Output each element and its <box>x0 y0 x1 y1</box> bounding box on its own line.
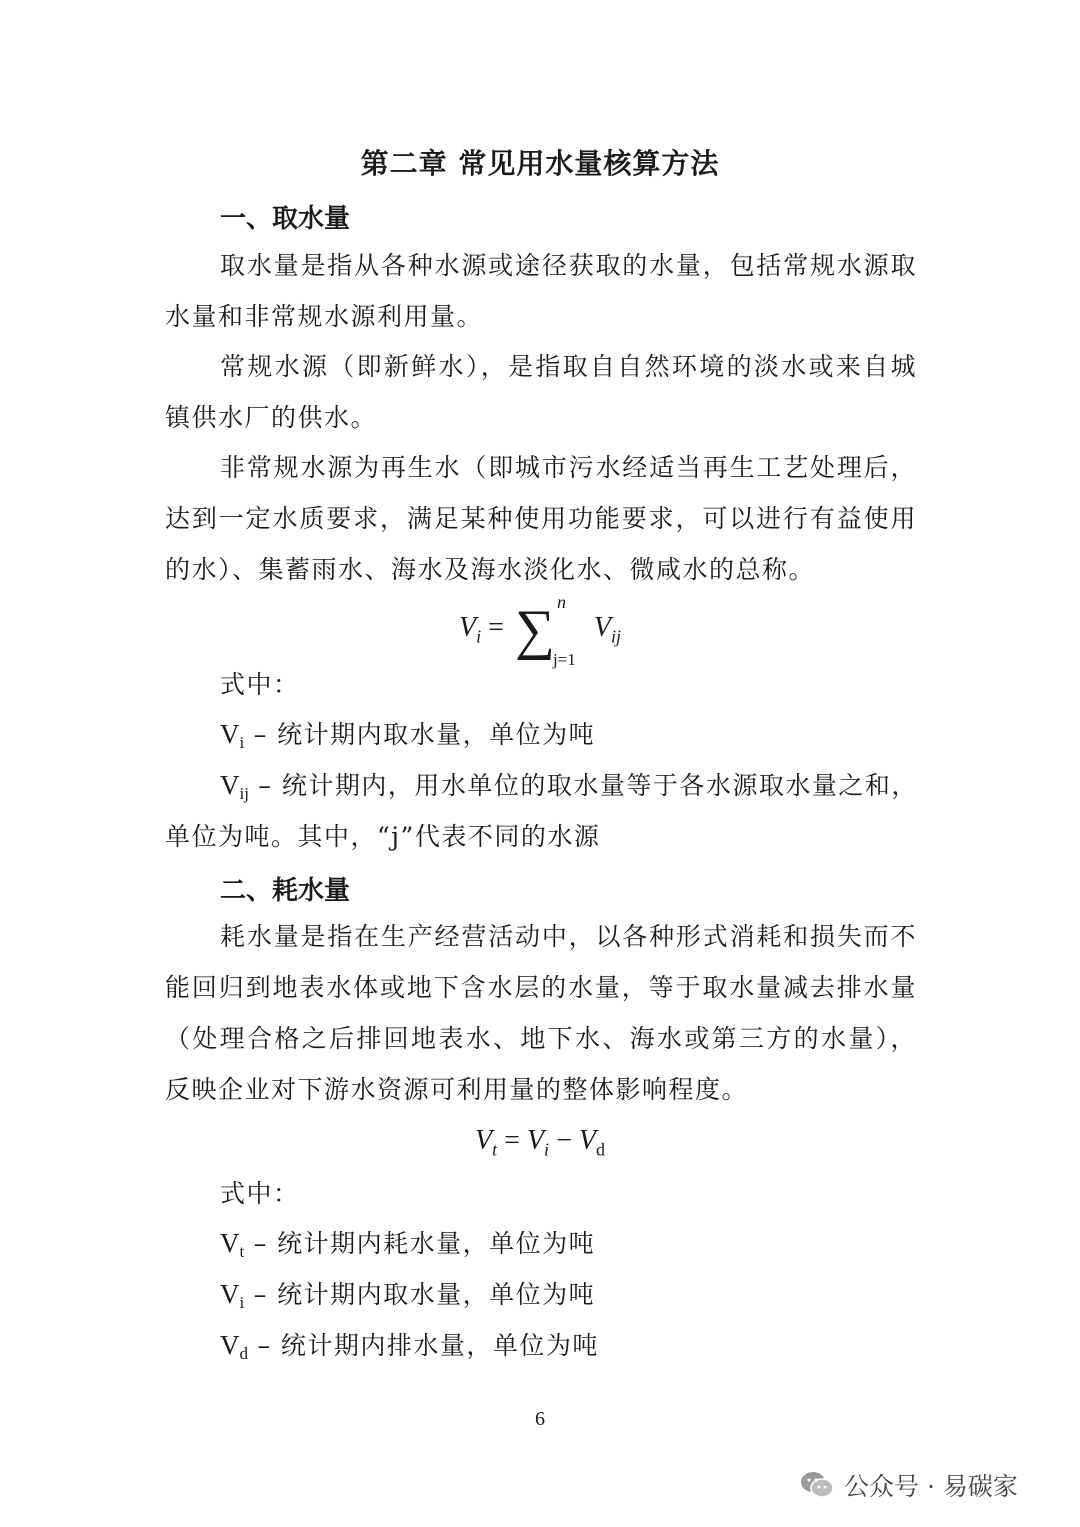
paragraph-intake-definition: 取水量是指从各种水源或途径获取的水量，包括常规水源取水量和非常规水源利用量。 <box>165 251 917 331</box>
watermark <box>800 1465 1018 1505</box>
formula-rhs-sub: ij <box>610 626 621 647</box>
formula-lhs-sub: i <box>476 626 482 647</box>
sum-upper-limit: n <box>556 592 566 612</box>
formula-intake <box>0 592 1080 669</box>
section-heading-intake: 一、取水量 <box>220 204 351 234</box>
formula-equals: = <box>488 612 504 643</box>
definition-vij-continued: 单位为吨。其中，“j”代表不同的水源 <box>165 822 601 851</box>
paragraph-consumption-definition: 耗水量是指在生产经营活动中，以各种形式消耗和损失而不能回归到地表水体或地下含水层的水量，等于取水量减去排水量（处理合格之后排回地表水、地下水、海水或第三方的水量），反映企业对下游水资源可利用量的整体影响程度。 <box>165 922 917 1104</box>
watermark-text: 公众号 · 易碳家 <box>844 1472 1018 1501</box>
definition-vd: $V_d$ – 统计期内排水量，单位为吨 <box>220 1330 599 1363</box>
summation-symbol: ∑ n j=1 <box>514 592 576 669</box>
formula-rhs: V <box>593 612 611 643</box>
definition-vi-2: $V_i$ – 统计期内取水量，单位为吨 <box>220 1279 596 1312</box>
where-label-1: 式中： <box>220 670 300 699</box>
paragraph-conventional-source: 常规水源（即新鲜水），是指取自自然环境的淡水或来自城镇供水厂的供水。 <box>165 352 917 432</box>
formula-lhs: V <box>459 612 477 643</box>
formula-consumption: $V_t = V_i - V_d$ <box>475 1125 605 1160</box>
wechat-icon <box>800 1470 834 1500</box>
definition-vij: $V_{ij}$ – 统计期内，用水单位的取水量等于各水源取水量之和， <box>220 770 918 803</box>
paragraph-unconventional-source: 非常规水源为再生水（即城市污水经适当再生工艺处理后，达到一定水质要求，满足某种使用功能要求，可以进行有益使用的水）、集蓄雨水、海水及海水淡化水、微咸水的总称。 <box>165 453 917 584</box>
definition-vi: $V_i$ – 统计期内取水量，单位为吨 <box>220 719 596 752</box>
page-number: 6 <box>535 1408 545 1430</box>
definition-vt: $V_t$ – 统计期内耗水量，单位为吨 <box>220 1228 596 1261</box>
chapter-title: 第二章 常见用水量核算方法 <box>360 147 720 180</box>
where-label-2: 式中： <box>220 1179 300 1208</box>
sum-lower-limit: j=1 <box>552 650 576 669</box>
section-heading-consumption: 二、耗水量 <box>220 876 351 906</box>
